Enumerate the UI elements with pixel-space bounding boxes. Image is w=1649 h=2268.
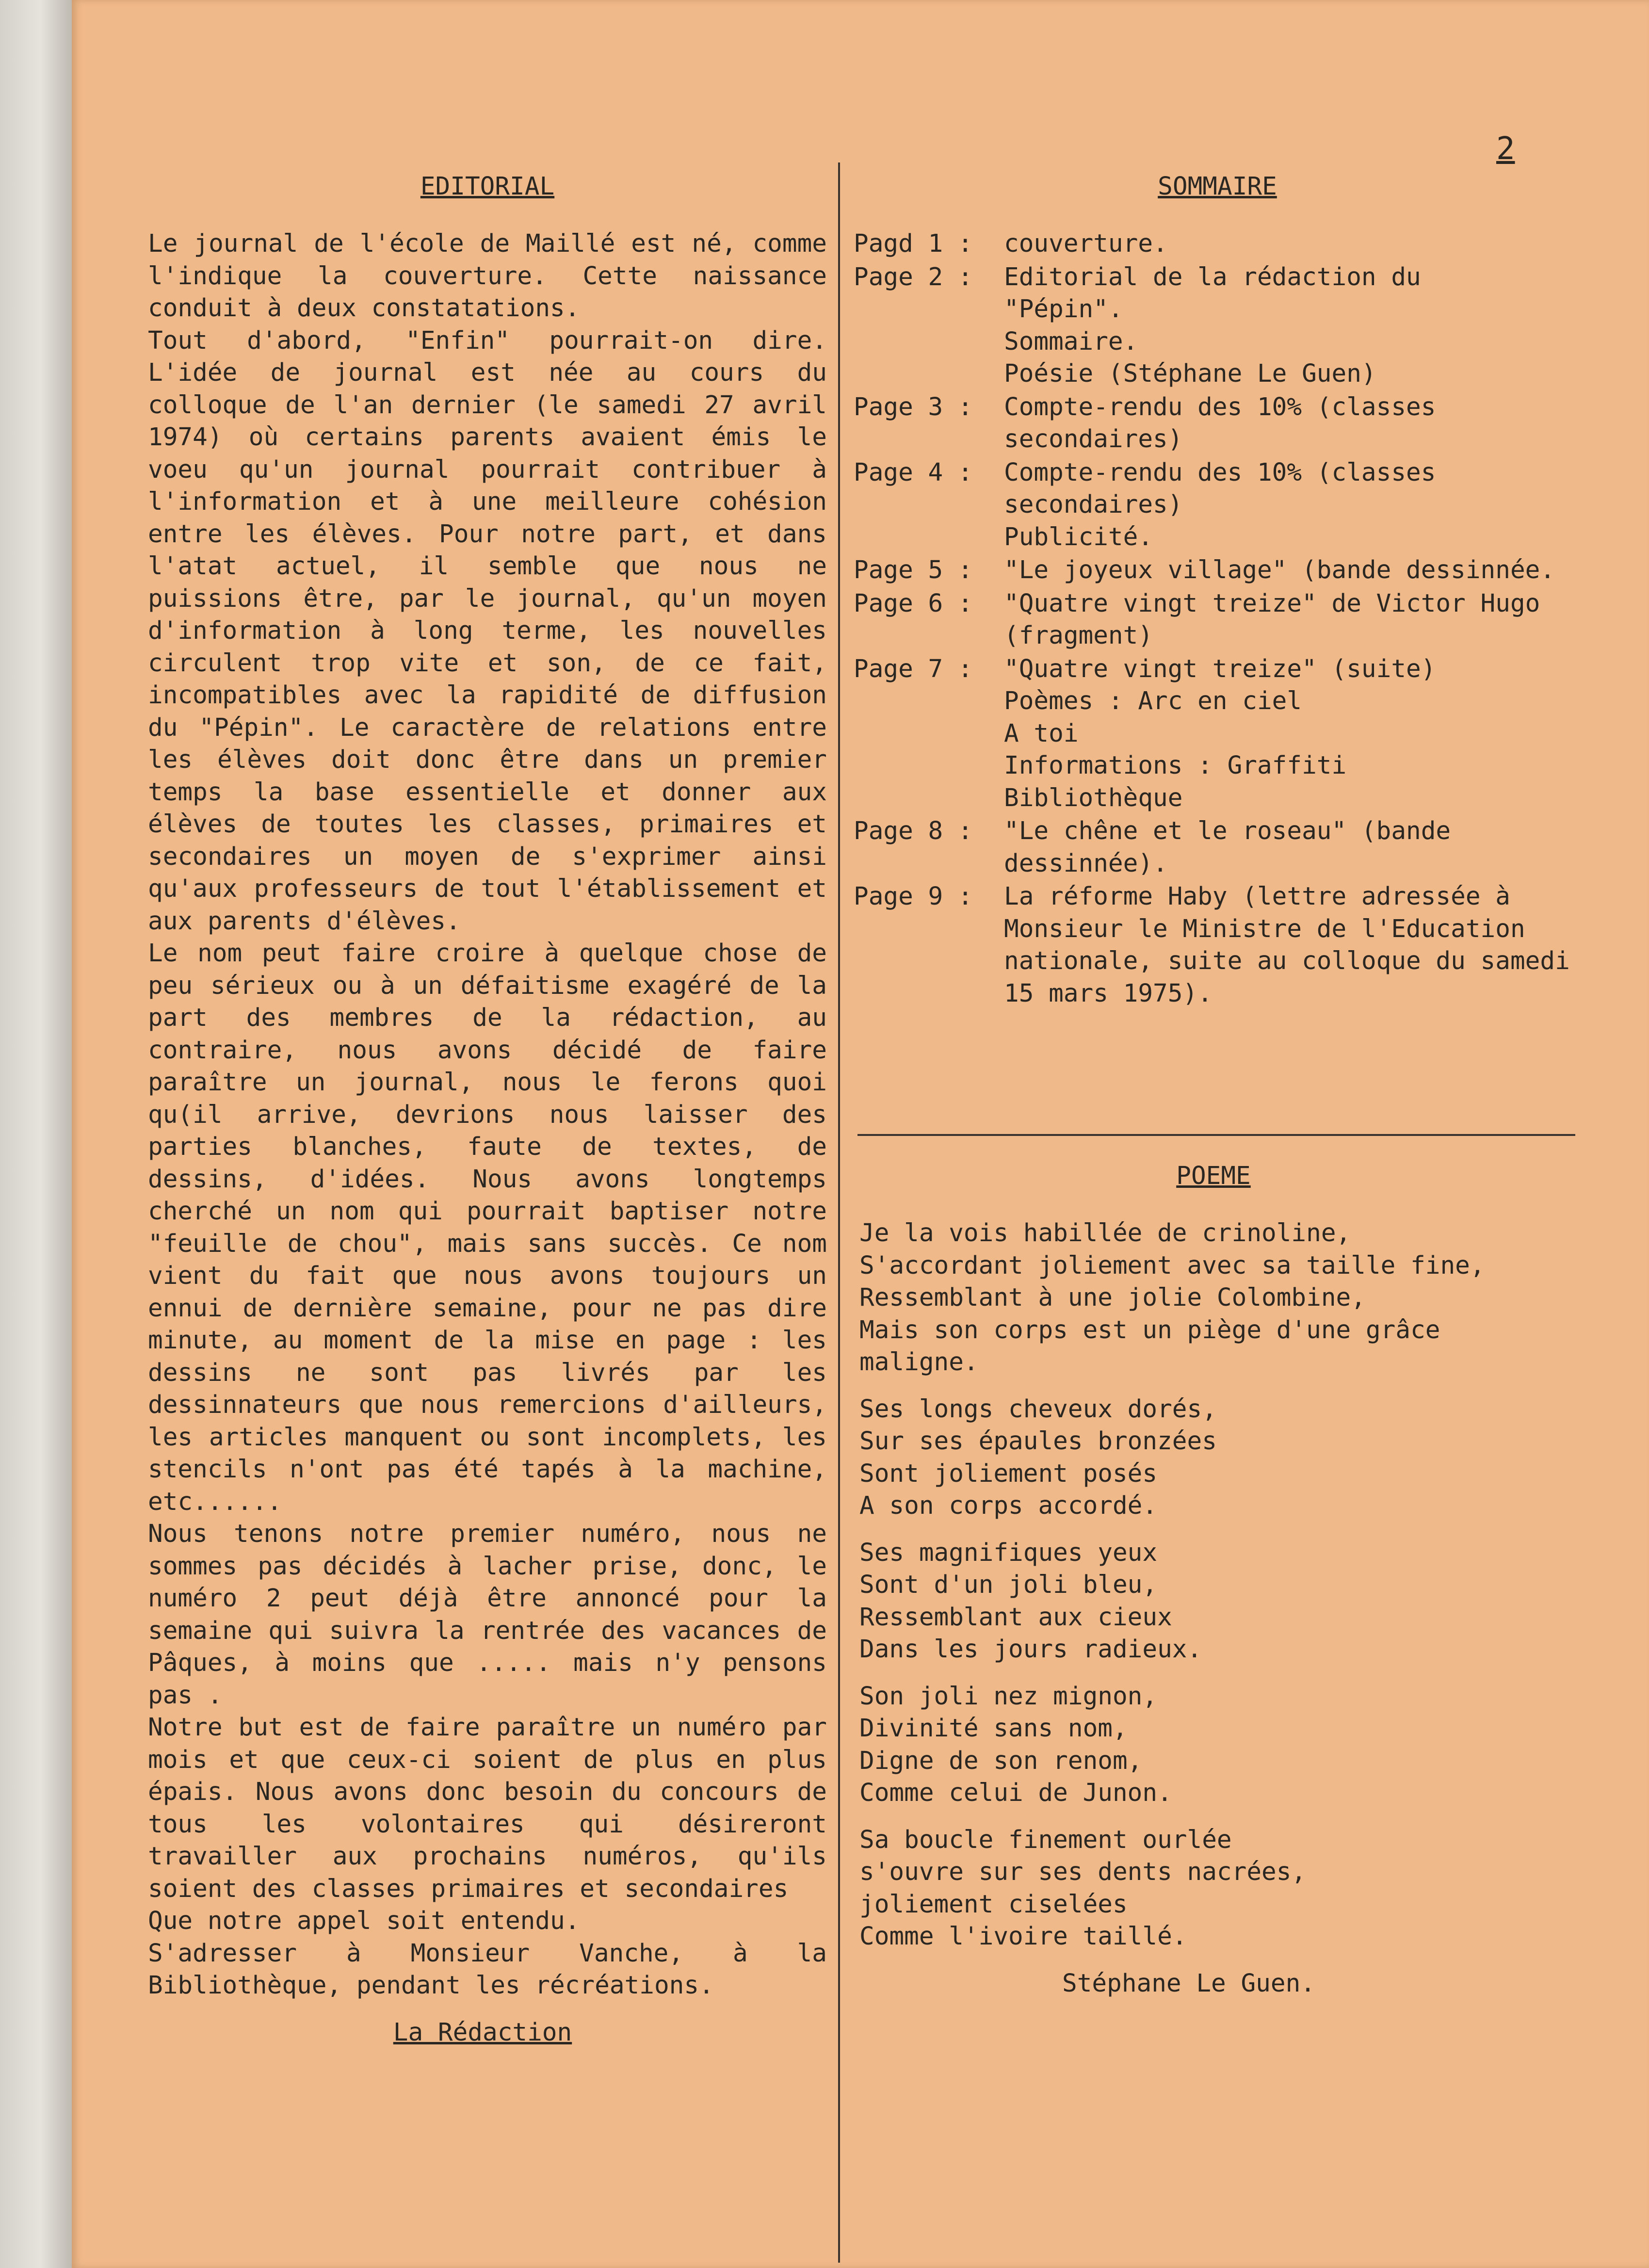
table-of-contents xyxy=(854,228,1581,1010)
editorial-paragraph: Le journal de l'école de Maillé est né, comme l'indique la couverture. Cette naissance conduit à deux constatations. xyxy=(148,229,827,323)
toc-text: "Le chêne et le roseau" (bande dessinnée). xyxy=(1004,817,1451,878)
toc-entry xyxy=(854,261,1581,390)
sommaire-heading: SOMMAIRE xyxy=(1158,172,1277,201)
editorial-paragraph: Nous tenons notre premier numéro, nous ne sommes pas décidés à lacher prise, donc, le numéro 2 peut déjà être annoncé pour la semaine qui suivra la rentrée des vacances de Pâques, à moins que ..... mais n'y pensons pas . xyxy=(148,1520,827,1710)
editorial-paragraph: Tout d'abord, "Enfin" pourrait-on dire. L'idée de journal est née au cours du colloque de l'an dernier (le samedi 27 avril 1974) où certains parents avaient émis le voeu qu'un journal pourrait contribuer à l'information et à une meilleure cohésion entre les élèves. Pour notre part, et dans l'atat actuel, il semble que nous ne puissions être, par le journal, qu'un moyen d'information à long terme, les nouvelles circulent trop vite et son, de ce fait, incompatibles avec la rapidité de diffusion du "Pépin". Le caractère de relations entre les élèves doit donc être dans un premier temps la base essentielle et donner aux élèves de toutes les classes, primaires et secondaires un moyen de s'exprimer ainsi qu'aux professeurs de tout l'établissement et aux parents d'élèves. xyxy=(148,326,827,936)
poem-stanza: Ses magnifiques yeux Sont d'un joli bleu, Ressemblant aux cieux Dans les jours radieux. xyxy=(859,1538,1202,1664)
toc-page: Page 2 : xyxy=(854,262,973,292)
toc-entry xyxy=(854,554,1581,587)
toc-entry xyxy=(854,653,1581,815)
toc-text: "Le joyeux village" (bande dessinnée. xyxy=(1004,556,1555,584)
toc-page: Page 5 : xyxy=(854,556,973,584)
sommaire-column xyxy=(854,165,1581,1011)
editorial-column xyxy=(148,165,827,2049)
toc-page: Pagd 1 : xyxy=(854,229,973,258)
editorial-heading: EDITORIAL xyxy=(420,172,555,201)
editorial-paragraph: Le nom peut faire croire à quelque chose de peu sérieux ou à un défaitisme exagéré de la part des membres de la rédaction, au contraire, nous avons décidé de faire paraître un journal, nous le ferons quoi qu(il arrive, devrions nous laisser des parties blanches, faute de textes, de dessins, d'idées. Nous avons longtemps cherché un nom qui pourrait baptiser notre "feuille de chou", mais sans succès. Ce nom vient du fait que nous avons toujours un ennui de dernière semaine, pour ne pas dire minute, au moment de la mise en page : les dessins ne sont pas livrés par les dessinnateurs que nous remercions d'ailleurs, les articles manquent ou sont incomplets, les stencils n'ont pas été tapés à la machine, etc...... xyxy=(148,939,827,1516)
column-divider xyxy=(838,162,840,2263)
toc-entry xyxy=(854,457,1581,554)
toc-page: Page 7 : xyxy=(854,654,973,683)
toc-page: Page 3 : xyxy=(854,392,973,421)
poem-stanza: Son joli nez mignon, Divinité sans nom, Digne de son renom, Comme celui de Junon. xyxy=(859,1682,1172,1807)
toc-page: Page 8 : xyxy=(854,817,973,845)
editorial-signature: La Rédaction xyxy=(393,2018,572,2047)
toc-text: "Quatre vingt treize" de Victor Hugo (fragment) xyxy=(1004,589,1540,650)
section-divider xyxy=(857,1134,1575,1136)
toc-entry xyxy=(854,815,1581,880)
poem-stanza: Je la vois habillée de crinoline, S'accordant joliement avec sa taille fine, Ressemblant à une jolie Colombine, Mais son corps est un piège d'une grâce maligne. xyxy=(859,1219,1485,1377)
editorial-paragraph: S'adresser à Monsieur Vanche, à la Bibliothèque, pendant les récréations. xyxy=(148,1939,827,2000)
toc-text: "Quatre vingt treize" (suite) Poèmes : Arc en ciel A toi Informations : Graffiti Bibliothèque xyxy=(1004,654,1436,812)
poem-heading: POEME xyxy=(1176,1162,1251,1190)
toc-entry xyxy=(854,228,1581,260)
toc-text: Compte-rendu des 10% (classes secondaires) xyxy=(1004,392,1436,454)
toc-page: Page 6 : xyxy=(854,589,973,618)
toc-page: Page 4 : xyxy=(854,458,973,487)
toc-text: La réforme Haby (lettre adressée à Monsieur le Ministre de l'Education nationale, suite au colloque du samedi 15 mars 1975). xyxy=(1004,882,1570,1008)
toc-page: Page 9 : xyxy=(854,882,973,911)
poem-signature: Stéphane Le Guen. xyxy=(1062,1969,1315,1998)
editorial-paragraph: Notre but est de faire paraître un numéro par mois et que ceux-ci soient de plus en plus épais. Nous avons donc besoin du concours de tous les volontaires qui désireront travailler aux prochains numéros, qu'ils soient des classes primaires et secondaires xyxy=(148,1713,827,1903)
toc-text: couverture. xyxy=(1004,229,1168,258)
toc-entry xyxy=(854,588,1581,652)
poem-section xyxy=(859,1159,1568,2000)
poem-stanza: Sa boucle finement ourlée s'ouvre sur ses dents nacrées, joliement ciselées Comme l'ivoire taillé. xyxy=(859,1825,1307,1951)
toc-text: Editorial de la rédaction du "Pépin". Sommaire. Poésie (Stéphane Le Guen) xyxy=(1004,262,1421,388)
page-number: 2 xyxy=(1496,131,1515,167)
toc-entry xyxy=(854,391,1581,456)
editorial-paragraph: Que notre appel soit entendu. xyxy=(148,1907,580,1935)
toc-text: Compte-rendu des 10% (classes secondaires) Publicité. xyxy=(1004,458,1436,551)
toc-entry xyxy=(854,881,1581,1010)
editorial-text xyxy=(148,228,827,2002)
binding-edge xyxy=(0,0,73,2268)
poem-stanza: Ses longs cheveux dorés, Sur ses épaules bronzées Sont joliement posés A son corps accordé. xyxy=(859,1394,1217,1520)
